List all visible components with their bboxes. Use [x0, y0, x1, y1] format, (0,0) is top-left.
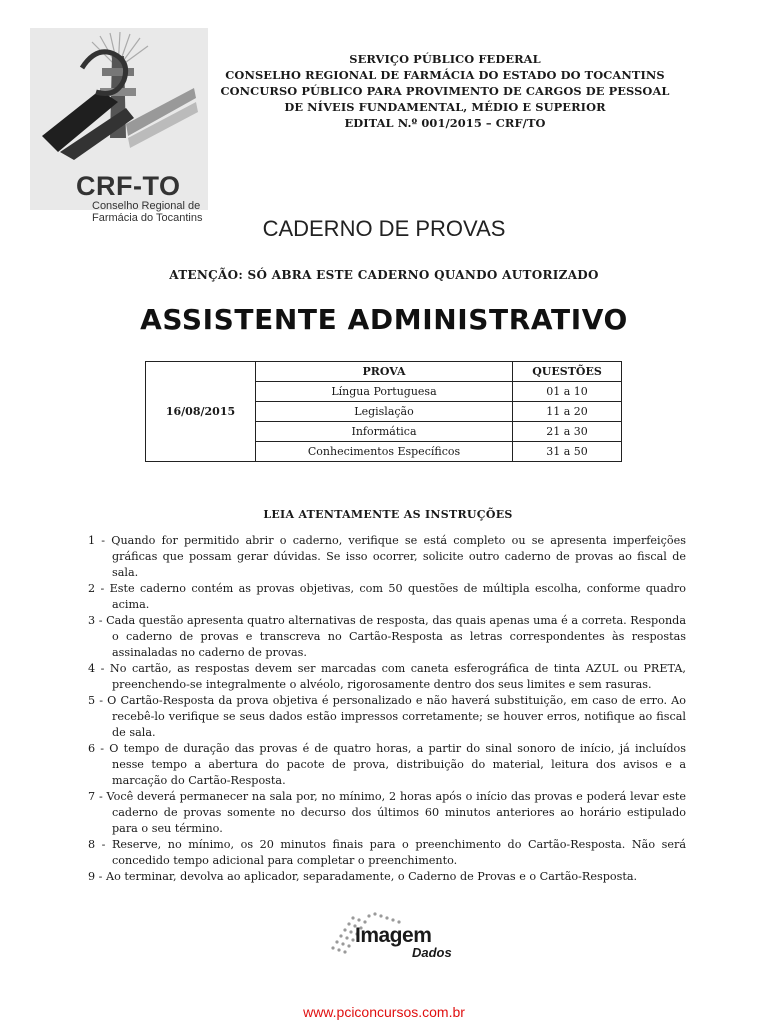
- header-line: CONCURSO PÚBLICO PARA PROVIMENTO DE CARGOS DE PESSOAL: [220, 84, 670, 98]
- atencao-notice: ATENÇÃO: SÓ ABRA ESTE CADERNO QUANDO AUTORIZADO: [169, 268, 599, 282]
- cell-prova: Legislação: [256, 402, 513, 422]
- crf-to-logo: [30, 28, 208, 224]
- instruction-item: 8 - Reserve, no mínimo, os 20 minutos finais para o preenchimento do Cartão-Resposta. Não será concedido tempo adicional para completar o preenchimento.: [88, 838, 686, 867]
- header-line: EDITAL N.º 001/2015 – CRF/TO: [344, 116, 546, 130]
- cell-questoes: 01 a 10: [513, 382, 622, 402]
- instruction-item: 2 - Este caderno contém as provas objetivas, com 50 questões de múltipla escolha, conforme quadro acima.: [88, 582, 686, 611]
- footer-logo-dados: Dados: [412, 945, 452, 960]
- instruction-item: 5 - O Cartão-Resposta da prova objetiva é personalizado e não haverá substituição, em caso de erro. Ao recebê-lo verifique se seus dados estão impressos corretamente; se houver erros, notifique ao fiscal de sala.: [88, 694, 686, 739]
- cell-questoes: 11 a 20: [513, 402, 622, 422]
- header-line: SERVIÇO PÚBLICO FEDERAL: [349, 52, 541, 66]
- logo-title: CRF-TO: [76, 171, 181, 201]
- site-link[interactable]: www.pciconcursos.com.br: [303, 1004, 465, 1020]
- header-line: CONSELHO REGIONAL DE FARMÁCIA DO ESTADO DO TOCANTINS: [225, 68, 665, 82]
- header-line: DE NÍVEIS FUNDAMENTAL, MÉDIO E SUPERIOR: [284, 100, 606, 114]
- instruction-item: 6 - O tempo de duração das provas é de quatro horas, a partir do sinal sonoro de início, já incluídos nesse tempo a abertura do pacote de prova, distribuição do material, leitura dos avisos e a marcação do Cartão-Resposta.: [88, 742, 686, 787]
- logo-subtitle-line: Farmácia do Tocantins: [92, 212, 203, 224]
- instructions-title: LEIA ATENTAMENTE AS INSTRUÇÕES: [263, 508, 513, 521]
- document-header: [210, 51, 680, 131]
- exam-date: 16/08/2015: [146, 362, 256, 462]
- cell-questoes: 31 a 50: [513, 442, 622, 462]
- cell-prova: Língua Portuguesa: [256, 382, 513, 402]
- instruction-item: 1 - Quando for permitido abrir o caderno, verifique se está completo ou se apresenta imperfeições gráficas que possam gerar dúvidas. Se isso ocorrer, solicite outro caderno de provas ao fiscal de sala.: [88, 534, 686, 579]
- logo-subtitle-line: Conselho Regional de: [92, 200, 201, 212]
- cargo-title: ASSISTENTE ADMINISTRATIVO: [140, 303, 628, 336]
- instruction-item: 9 - Ao terminar, devolva ao aplicador, separadamente, o Caderno de Provas e o Cartão-Resposta.: [88, 870, 638, 883]
- header-questoes: QUESTÕES: [513, 362, 622, 382]
- provas-table: [145, 361, 622, 462]
- instructions-list: [88, 533, 686, 885]
- table-header-row: [146, 362, 622, 382]
- cell-prova: Informática: [256, 422, 513, 442]
- header-prova: PROVA: [256, 362, 513, 382]
- instruction-item: 4 - No cartão, as respostas devem ser marcadas com caneta esferográfica de tinta AZUL ou PRETA, preenchendo-se integralmente o alvéolo, rigorosamente dentro dos seus limites e sem rasuras.: [88, 662, 686, 691]
- cell-prova: Conhecimentos Específicos: [256, 442, 513, 462]
- cell-questoes: 21 a 30: [513, 422, 622, 442]
- instruction-item: 7 - Você deverá permanecer na sala por, no mínimo, 2 horas após o início das provas e poderá levar este caderno de provas somente no decurso dos últimos 60 minutos anteriores ao horário estipulado para o seu término.: [88, 790, 686, 835]
- footer-logo-imagem: Imagem: [355, 924, 432, 947]
- caderno-title: CADERNO DE PROVAS: [262, 216, 506, 241]
- instruction-item: 3 - Cada questão apresenta quatro alternativas de resposta, das quais apenas uma é a correta. Responda o caderno de provas e transcreva no Cartão-Resposta as letras correspondentes às respostas assinaladas no caderno de provas.: [88, 614, 686, 659]
